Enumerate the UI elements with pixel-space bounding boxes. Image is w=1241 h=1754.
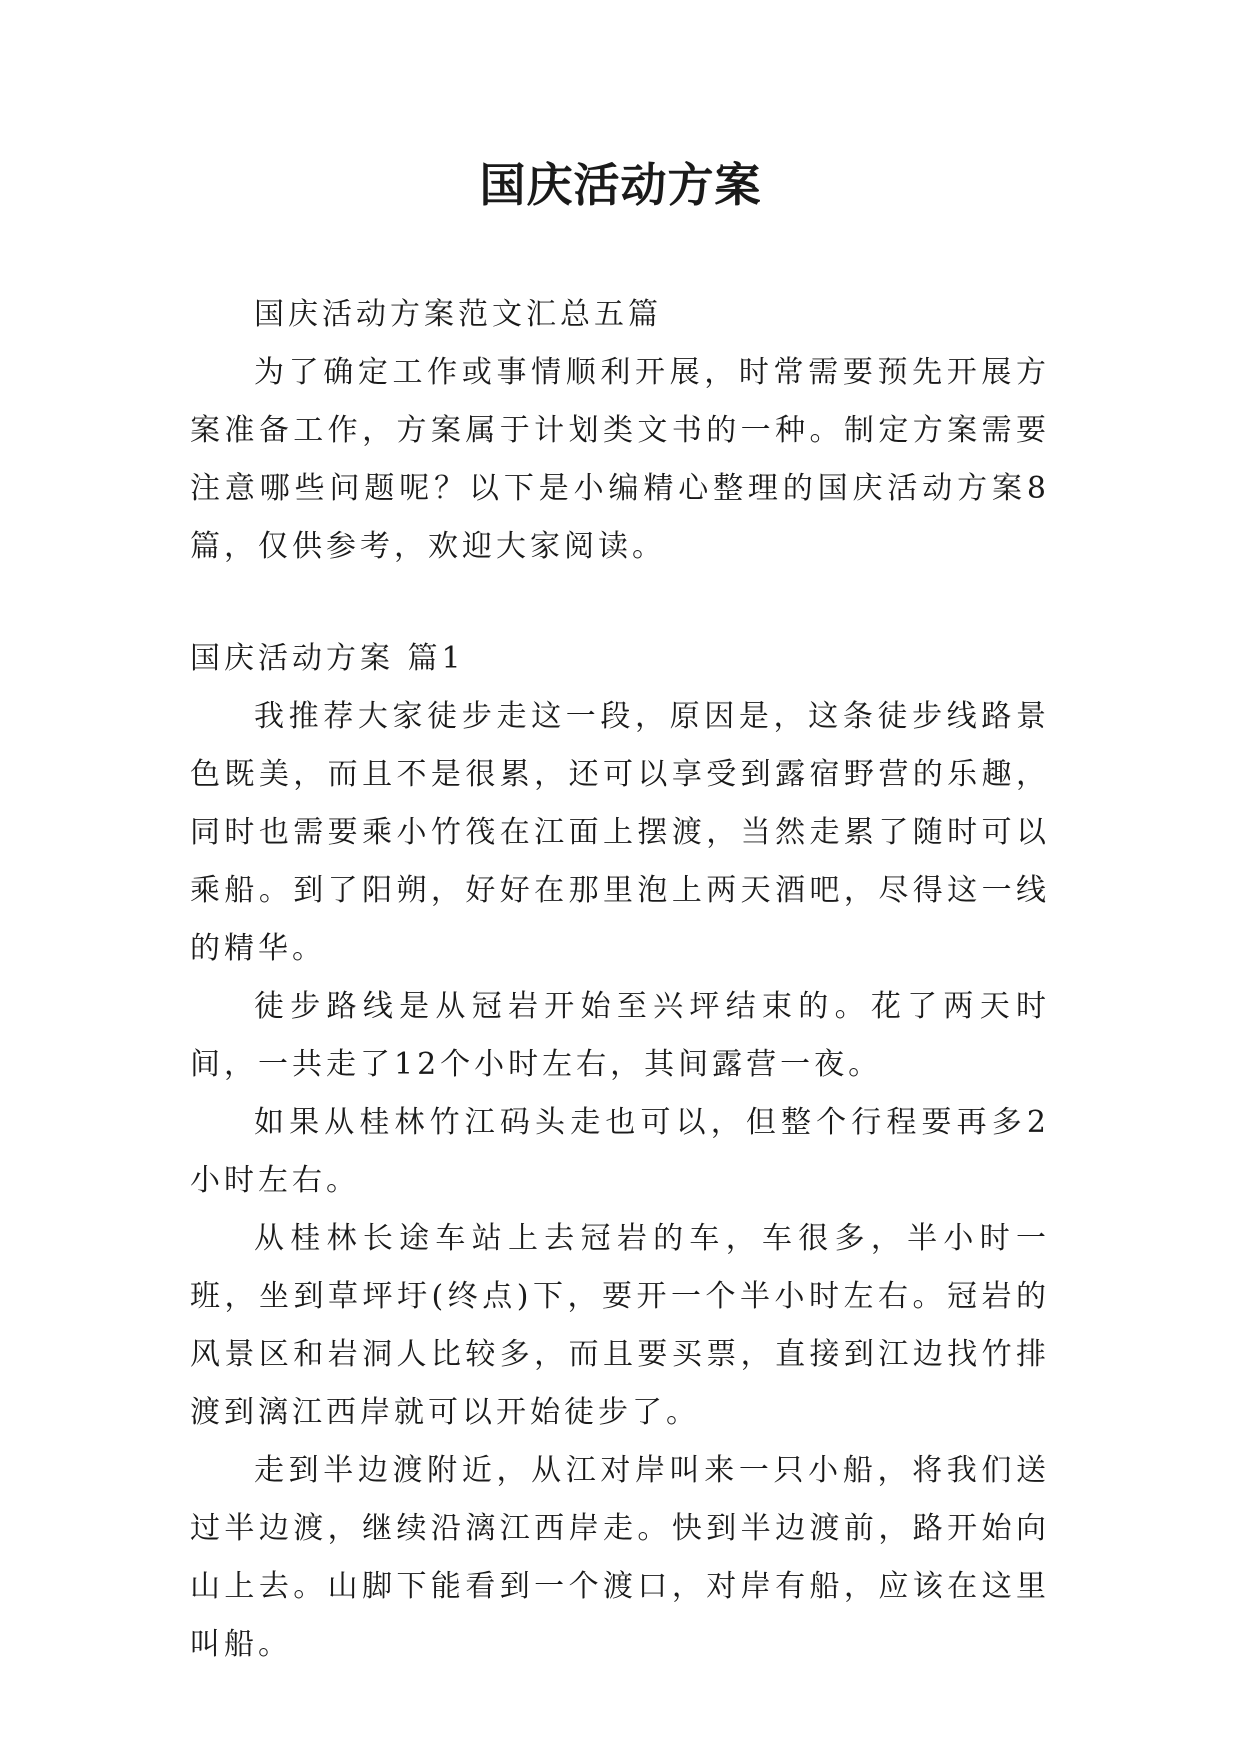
paragraph: 走到半边渡附近，从江对岸叫来一只小船，将我们送过半边渡，继续沿漓江西岸走。快到半边渡前，路开始向山上去。山脚下能看到一个渡口，对岸有船，应该在这里叫船。 [190, 1453, 1050, 1662]
document-title: 国庆活动方案 [479, 158, 762, 212]
section-heading: 国庆活动方案 篇1 [190, 641, 465, 676]
paragraph: 徒步路线是从冠岩开始至兴坪结束的。花了两天时间，一共走了12个小时左右，其间露营一夜。 [190, 989, 1050, 1082]
intro-block [190, 286, 1050, 576]
section-1 [190, 630, 1050, 1674]
paragraph: 从桂林长途车站上去冠岩的车，车很多，半小时一班，坐到草坪圩(终点)下，要开一个半小时左右。冠岩的风景区和岩洞人比较多，而且要买票，直接到江边找竹排渡到漓江西岸就可以开始徒步了。 [190, 1221, 1050, 1430]
intro-subtitle: 国庆活动方案范文汇总五篇 [254, 297, 662, 332]
paragraph: 我推荐大家徒步走这一段，原因是，这条徒步线路景色既美，而且不是很累，还可以享受到露宿野营的乐趣，同时也需要乘小竹筏在江面上摆渡，当然走累了随时可以乘船。到了阳朔，好好在那里泡上两天酒吧，尽得这一线的精华。 [190, 699, 1050, 966]
intro-paragraph: 为了确定工作或事情顺利开展，时常需要预先开展方案准备工作，方案属于计划类文书的一种。制定方案需要注意哪些问题呢？以下是小编精心整理的国庆活动方案8篇，仅供参考，欢迎大家阅读。 [190, 355, 1050, 564]
paragraph: 如果从桂林竹江码头走也可以，但整个行程要再多2小时左右。 [190, 1105, 1050, 1198]
